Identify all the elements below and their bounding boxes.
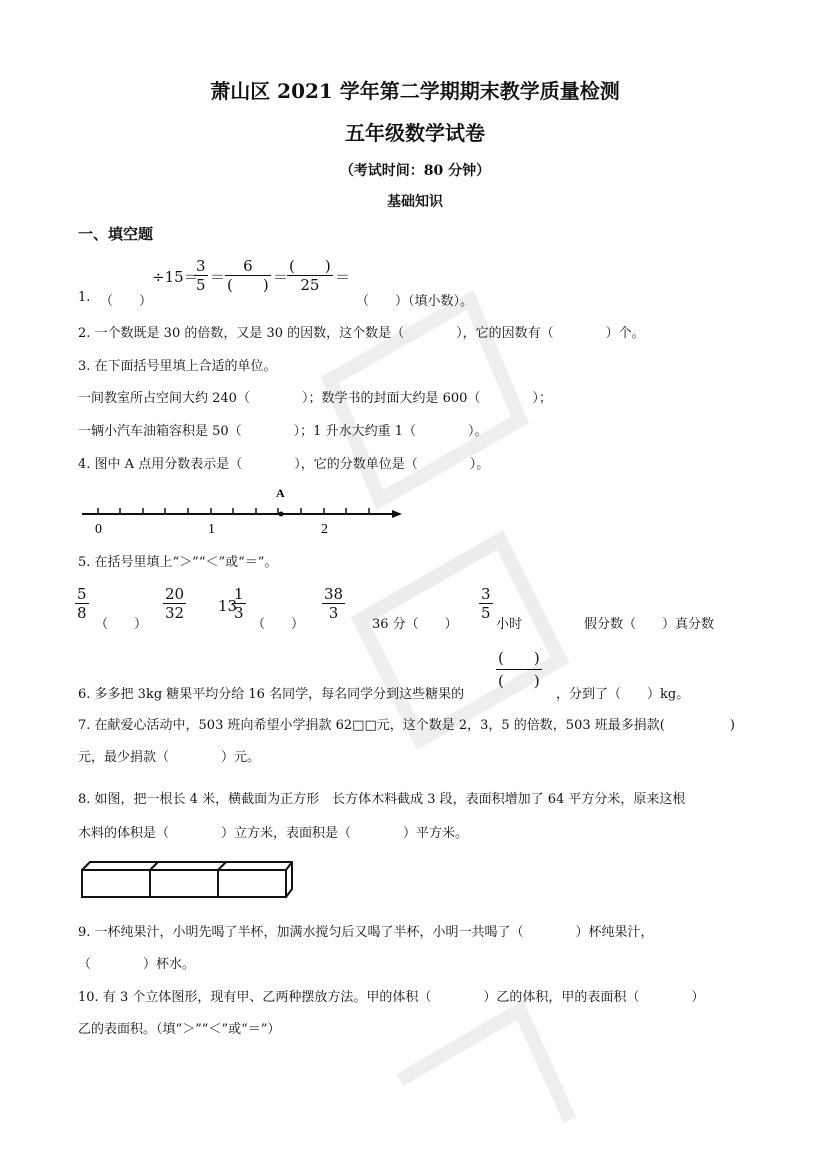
q5-frac-d: $\frac{38}{3}$ [324, 585, 344, 622]
q4-text: 4. 图中 A 点用分数表示是（ ），它的分数单位是（ ）。 [78, 457, 490, 472]
q1-number: 1. [78, 290, 91, 305]
q6-tail: ，分到了（ ）kg。 [556, 687, 690, 702]
tick-label-0: 0 [95, 522, 102, 537]
q1-frac1: $\frac{3}{5}$ [196, 257, 206, 294]
q1-frac3: ( ) 25 [289, 257, 331, 294]
q9-line2: （ ）杯水。 [78, 957, 196, 972]
q5-text: 5. 在括号里填上“＞”“＜”或“＝”。 [78, 555, 278, 570]
q1-blank-lead: （ ） [100, 294, 153, 309]
cuboid-figure [78, 858, 298, 900]
q6-text: 6. 多多把 3kg 糖果平均分给 16 名同学，每名同学分到这些糖果的 [78, 687, 465, 702]
q8-line2: 木料的体积是（ ）立方米，表面积是（ ）平方米。 [78, 826, 469, 841]
q5-frac-a: $\frac{5}{8}$ [77, 585, 87, 622]
q5-frac-c: $\frac{1}{3}$ [234, 585, 244, 622]
q3-text: 3. 在下面括号里填上合适的单位。 [78, 359, 277, 374]
q6-frac: ( ) ( ) [498, 649, 540, 690]
q10-line1: 10. 有 3 个立体图形，现有甲、乙两种摆放方法。甲的体积（ ）乙的体积，甲的表面积（ ） [78, 990, 705, 1005]
q5-f-unit: 小时 [496, 617, 523, 632]
tick-label-2: 2 [321, 522, 328, 537]
q1-div15: ÷15＝ [152, 268, 199, 286]
q5-frac-f: $\frac{3}{5}$ [481, 585, 491, 622]
q3-line2: 一辆小汽车油箱容积是 50（ ）；1 升水大约重 1（ ）。 [78, 424, 488, 439]
q1-eq1: ＝ [210, 268, 226, 286]
q3-line1: 一间教室所占空间大约 240（ ）；数学书的封面大约是 600（ ）； [78, 391, 552, 406]
q1-tail: （ ）（填小数）。 [356, 294, 474, 309]
q9-line1: 9. 一杯纯果汁，小明先喝了半杯，加满水搅匀后又喝了半杯，小明一共喝了（ ）杯纯果汁， [78, 925, 654, 940]
q5-blank-2: （ ） [252, 617, 305, 632]
q2-text: 2. 一个数既是 30 的倍数，又是 30 的因数，这个数是（ ），它的因数有（ ）个。 [78, 326, 645, 341]
point-a-label: A [276, 486, 285, 500]
number-line [78, 483, 408, 538]
part1-title: 一、填空题 [78, 225, 154, 243]
q5-frac-b: $\frac{20}{32}$ [165, 585, 185, 622]
exam-title: 萧山区 2021 学年第二学期期末教学质量检测 [210, 79, 620, 103]
q1-eq2: ＝ [273, 268, 289, 286]
exam-time: （考试时间：80 分钟） [339, 163, 491, 179]
q10-line2: 乙的表面积。（填“＞”“＜”或“＝”） [78, 1022, 281, 1037]
q5-blank-1: （ ） [95, 617, 148, 632]
q1-eq3: ＝ [335, 268, 351, 286]
q7-line2: 元，最少捐款（ ）元。 [78, 750, 261, 765]
exam-subtitle: 五年级数学试卷 [345, 121, 485, 145]
q5-g: 假分数（ ）真分数 [584, 617, 715, 632]
q1-frac2: 6 ( ) [227, 257, 269, 294]
q8-line1: 8. 如图，把一根长 4 米，横截面为正方形 长方体木料截成 3 段，表面积增加了 64 平方分米，原来这根 [78, 792, 686, 807]
tick-label-1: 1 [208, 522, 215, 537]
q7-line1: 7. 在献爱心活动中，503 班向希望小学捐款 62□□元，这个数是 2，3，5 的倍数，503 班最多捐款( ) [78, 718, 735, 733]
q5-e: 36 分（ ） [372, 617, 458, 632]
q5-c-whole: 13 [218, 597, 238, 615]
section-name: 基础知识 [387, 194, 443, 210]
